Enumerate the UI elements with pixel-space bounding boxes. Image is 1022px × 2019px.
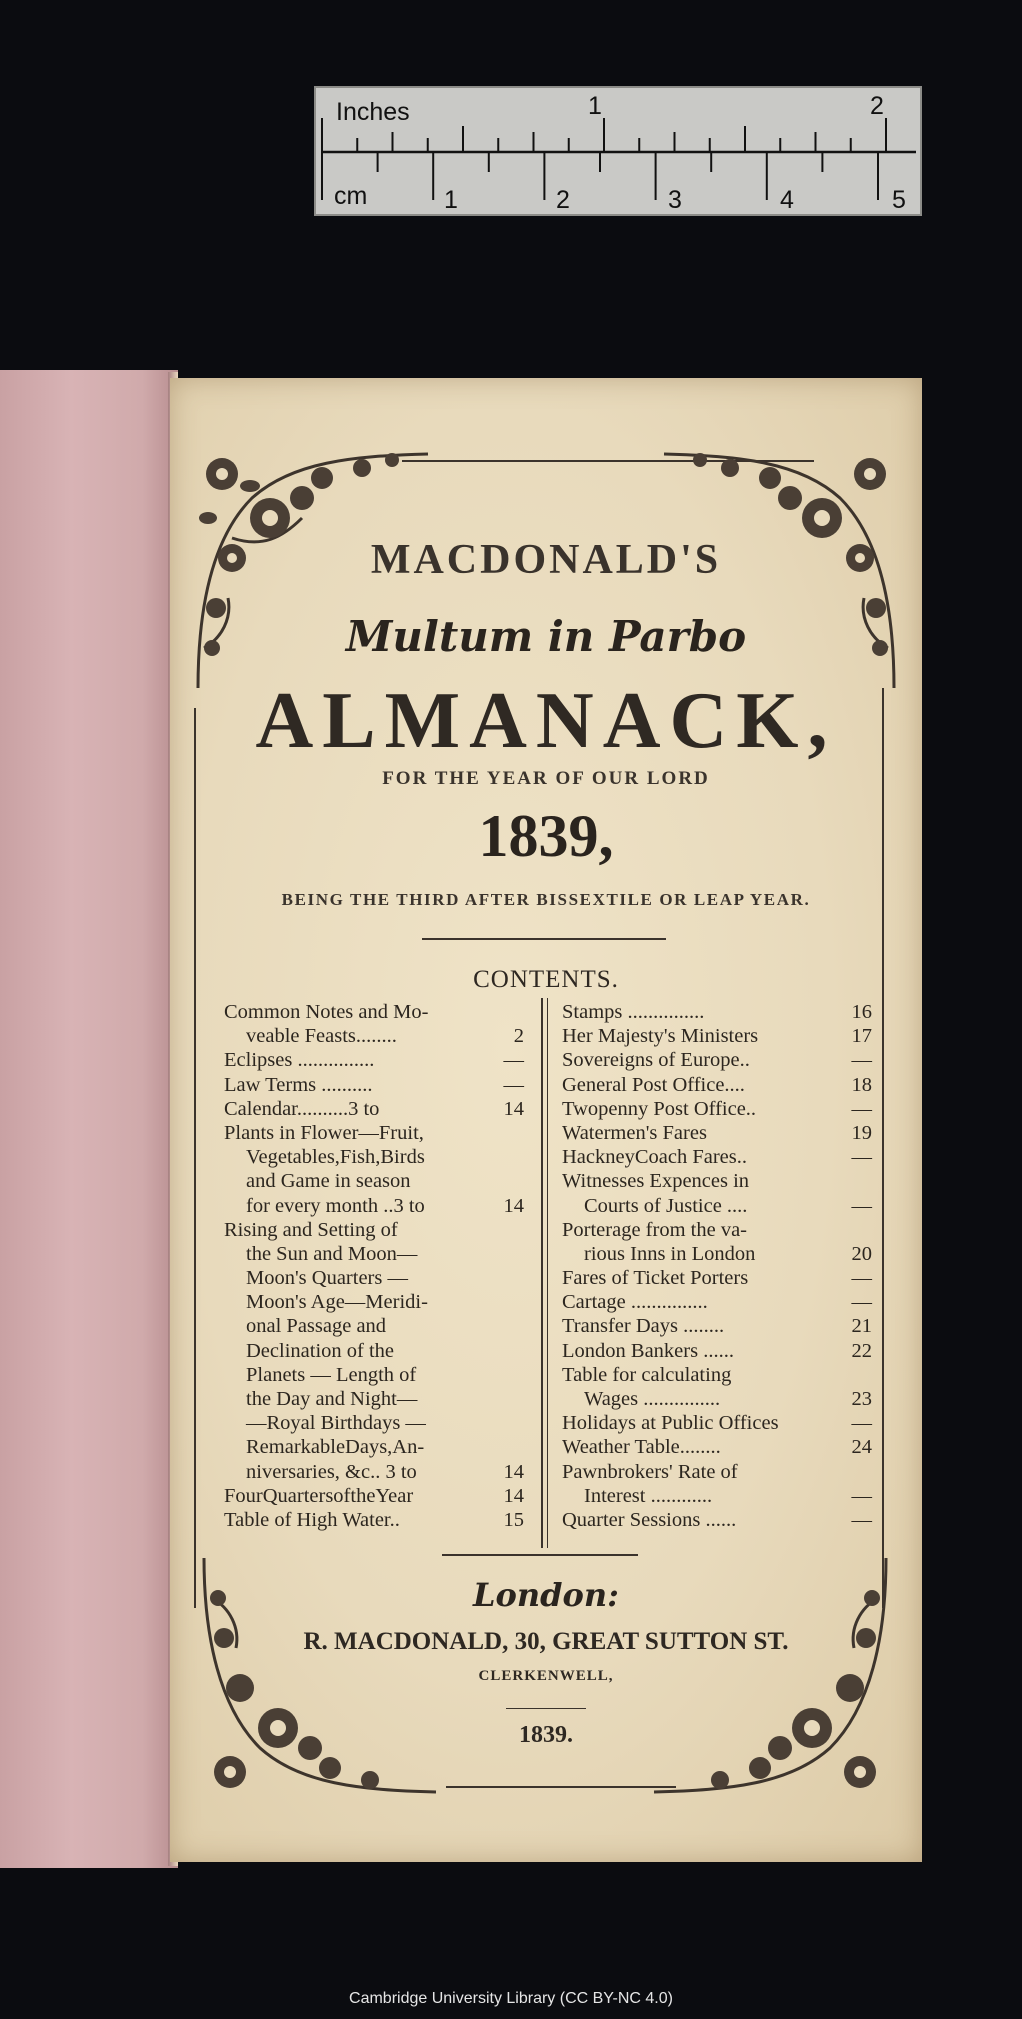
contents-entry-page: — — [851, 1097, 872, 1120]
contents-entry — [562, 1024, 872, 1048]
contents-entry-page: — — [851, 1049, 872, 1072]
contents-entry-text: Common Notes and Mo- — [224, 1001, 429, 1023]
contents-entry-page: 17 — [851, 1025, 872, 1048]
contents-entry-text: niversaries, &c.. 3 to — [246, 1460, 417, 1483]
contents-entry — [562, 1435, 872, 1459]
contents-entry — [562, 1242, 872, 1266]
cm-number-4: 4 — [780, 186, 794, 214]
leap-year-note: BEING THE THIRD AFTER BISSEXTILE OR LEAP YEAR. — [281, 890, 811, 909]
contents-entry-page: — — [851, 1146, 872, 1169]
contents-entry-page: 15 — [503, 1508, 524, 1531]
contents-entry-text: —Royal Birthdays — — [246, 1412, 426, 1435]
imprint-city: London: — [473, 1576, 619, 1614]
contents-entry — [224, 1484, 524, 1508]
contents-entry-page: 14 — [503, 1097, 524, 1120]
contents-entry — [562, 1145, 872, 1169]
contents-entry — [224, 1145, 524, 1169]
contents-entry-page: 14 — [503, 1194, 524, 1217]
imprint-short-rule — [506, 1708, 586, 1709]
contents-entry-text: Calendar..........3 to — [224, 1097, 380, 1120]
imprint-street: CLERKENWELL, — [478, 1668, 614, 1684]
contents-entry-text: rious Inns in London — [584, 1242, 756, 1265]
contents-entry-text: Stamps ............... — [562, 1001, 705, 1023]
contents-entry — [224, 1290, 524, 1314]
contents-entry-text: Quarter Sessions ...... — [562, 1508, 737, 1531]
contents-entry-page: 19 — [851, 1121, 872, 1144]
contents-entry-text: FourQuartersoftheYear — [224, 1484, 414, 1507]
inch-number-1: 1 — [588, 92, 602, 120]
contents-right-column — [562, 1000, 872, 1532]
contents-entry-text: Cartage ............... — [562, 1291, 708, 1314]
contents-entry-page: 16 — [851, 1001, 872, 1023]
contents-left-column — [224, 1000, 524, 1532]
year-title: 1839, — [478, 803, 614, 869]
contents-entry-text: Holidays at Public Offices — [562, 1412, 779, 1435]
contents-entry — [224, 1024, 524, 1048]
contents-entry — [562, 1194, 872, 1218]
contents-entry — [224, 1387, 524, 1411]
contents-entry-page: 14 — [503, 1460, 524, 1483]
contents-entry-page: 2 — [513, 1025, 524, 1048]
contents-entry-text: Twopenny Post Office.. — [562, 1097, 757, 1120]
contents-entry — [562, 1169, 872, 1193]
contents-entry-text: Pawnbrokers' Rate of — [562, 1460, 738, 1483]
contents-entry-text: onal Passage and — [246, 1315, 387, 1338]
contents-entry — [562, 1290, 872, 1314]
cm-number-3: 3 — [668, 186, 682, 214]
publisher-name: MACDONALD'S — [370, 537, 722, 583]
contents-entry-text: Rising and Setting of — [224, 1218, 398, 1241]
contents-entry-text: Eclipses ............... — [224, 1049, 375, 1072]
contents-entry — [224, 1435, 524, 1459]
contents-entry — [224, 1194, 524, 1218]
contents-entry — [224, 1169, 524, 1193]
contents-entry-page: — — [851, 1291, 872, 1314]
contents-entry-page: — — [503, 1049, 524, 1072]
contents-entry — [224, 1073, 524, 1097]
contents-entry-text: Law Terms .......... — [224, 1073, 373, 1096]
contents-entry — [224, 1460, 524, 1484]
contents-entry — [224, 1242, 524, 1266]
contents-entry-text: Plants in Flower—Fruit, — [224, 1121, 424, 1144]
scale-ruler — [314, 86, 922, 216]
contents-entry-page: 22 — [851, 1339, 872, 1362]
contents-entry-text: Planets — Length of — [246, 1363, 417, 1386]
contents-entry — [562, 1048, 872, 1072]
contents-entry-text: London Bankers ...... — [562, 1339, 734, 1362]
contents-entry-text: Interest ............ — [584, 1484, 713, 1507]
contents-entry-text: Declination of the — [246, 1339, 395, 1362]
contents-entry-text: Courts of Justice .... — [584, 1194, 748, 1217]
inches-label: Inches — [336, 98, 410, 126]
contents-entry-page: — — [851, 1194, 872, 1217]
contents-entry — [562, 1266, 872, 1290]
contents-entry-text: Fares of Ticket Porters — [562, 1267, 749, 1290]
contents-entry — [224, 1218, 524, 1242]
contents-entry-text: and Game in season — [246, 1170, 411, 1193]
contents-entry — [224, 1097, 524, 1121]
contents-entry-text: Watermen's Fares — [562, 1121, 707, 1144]
contents-entry-text: for every month ..3 to — [246, 1194, 425, 1217]
contents-heading: CONTENTS. — [473, 966, 619, 993]
contents-entry — [562, 1508, 872, 1532]
for-year-line: FOR THE YEAR OF OUR LORD — [382, 768, 710, 789]
contents-entry-text: Porterage from the va- — [562, 1218, 747, 1241]
contents-entry-page: 21 — [851, 1315, 872, 1338]
contents-entry-page: — — [851, 1412, 872, 1435]
pink-cover-board — [0, 370, 178, 1868]
contents-entry-text: Moon's Age—Meridi- — [246, 1291, 428, 1314]
contents-entry — [224, 1508, 524, 1532]
contents-entry — [224, 1411, 524, 1435]
contents-entry-text: veable Feasts........ — [246, 1025, 397, 1048]
contents-entry — [562, 1484, 872, 1508]
contents-entry-text: Wages ............... — [584, 1388, 721, 1410]
column-divider-inner — [547, 998, 548, 1548]
contents-entry-page: 18 — [851, 1073, 872, 1096]
contents-entry — [562, 1460, 872, 1484]
contents-entry — [224, 1048, 524, 1072]
contents-entry-text: Table for calculating — [562, 1363, 732, 1386]
contents-entry — [562, 1339, 872, 1363]
contents-entry-text: Table of High Water.. — [224, 1508, 400, 1531]
imprint-rule — [442, 1554, 638, 1556]
contents-entry-page: — — [851, 1508, 872, 1531]
contents-entry-text: Moon's Quarters — — [246, 1267, 408, 1290]
cm-number-2: 2 — [556, 186, 570, 214]
main-title: ALMANACK, — [255, 677, 837, 765]
contents-entry — [224, 1339, 524, 1363]
imprint-year: 1839. — [519, 1722, 573, 1748]
contents-entry-text: Her Majesty's Ministers — [562, 1025, 759, 1048]
contents-entry — [562, 1314, 872, 1338]
contents-entry-page: 24 — [851, 1436, 872, 1459]
title-rule — [422, 938, 666, 940]
contents-entry-text: HackneyCoach Fares.. — [562, 1146, 748, 1169]
contents-entry-text: Sovereigns of Europe.. — [562, 1049, 750, 1072]
contents-entry-text: RemarkableDays,An- — [246, 1436, 425, 1459]
contents-entry — [562, 1218, 872, 1242]
cm-number-1: 1 — [444, 186, 458, 214]
contents-entry — [224, 1000, 524, 1024]
contents-entry-text: the Day and Night— — [246, 1388, 418, 1410]
contents-entry — [224, 1363, 524, 1387]
column-divider — [541, 998, 543, 1548]
inch-number-2: 2 — [870, 92, 884, 120]
contents-entry-page: 23 — [851, 1388, 872, 1410]
frame-bottom-line — [446, 1786, 676, 1788]
imprint-printer: R. MACDONALD, 30, GREAT SUTTON ST. — [303, 1628, 789, 1655]
title-page — [170, 378, 922, 1862]
contents-entry — [562, 1121, 872, 1145]
contents-entry — [562, 1073, 872, 1097]
contents-entry — [562, 1000, 872, 1024]
contents-entry-page: 14 — [503, 1484, 524, 1507]
contents-entry-page: — — [851, 1267, 872, 1290]
image-credit: Cambridge University Library (CC BY-NC 4.0) — [349, 1990, 673, 2007]
contents-entry — [562, 1097, 872, 1121]
contents-entry — [562, 1363, 872, 1387]
contents-entry-text: General Post Office.... — [562, 1073, 745, 1096]
contents-entry — [224, 1121, 524, 1145]
contents-entry-page: — — [851, 1484, 872, 1507]
contents-entry-text: Witnesses Expences in — [562, 1170, 750, 1193]
cm-number-5: 5 — [892, 186, 906, 214]
contents-entry-text: Vegetables,Fish,Birds — [246, 1146, 425, 1169]
contents-entry-text: Transfer Days ........ — [562, 1315, 725, 1338]
contents-entry — [562, 1387, 872, 1411]
contents-entry-text: the Sun and Moon— — [246, 1242, 418, 1265]
contents-entry-page: 20 — [851, 1242, 872, 1265]
contents-entry-text: Weather Table........ — [562, 1436, 721, 1459]
subtitle-blackletter: Multum in Parbo — [345, 612, 747, 661]
cm-label: cm — [334, 182, 368, 210]
contents-entry — [224, 1266, 524, 1290]
contents-entry-page: — — [503, 1073, 524, 1096]
contents-entry — [224, 1314, 524, 1338]
contents-entry — [562, 1411, 872, 1435]
